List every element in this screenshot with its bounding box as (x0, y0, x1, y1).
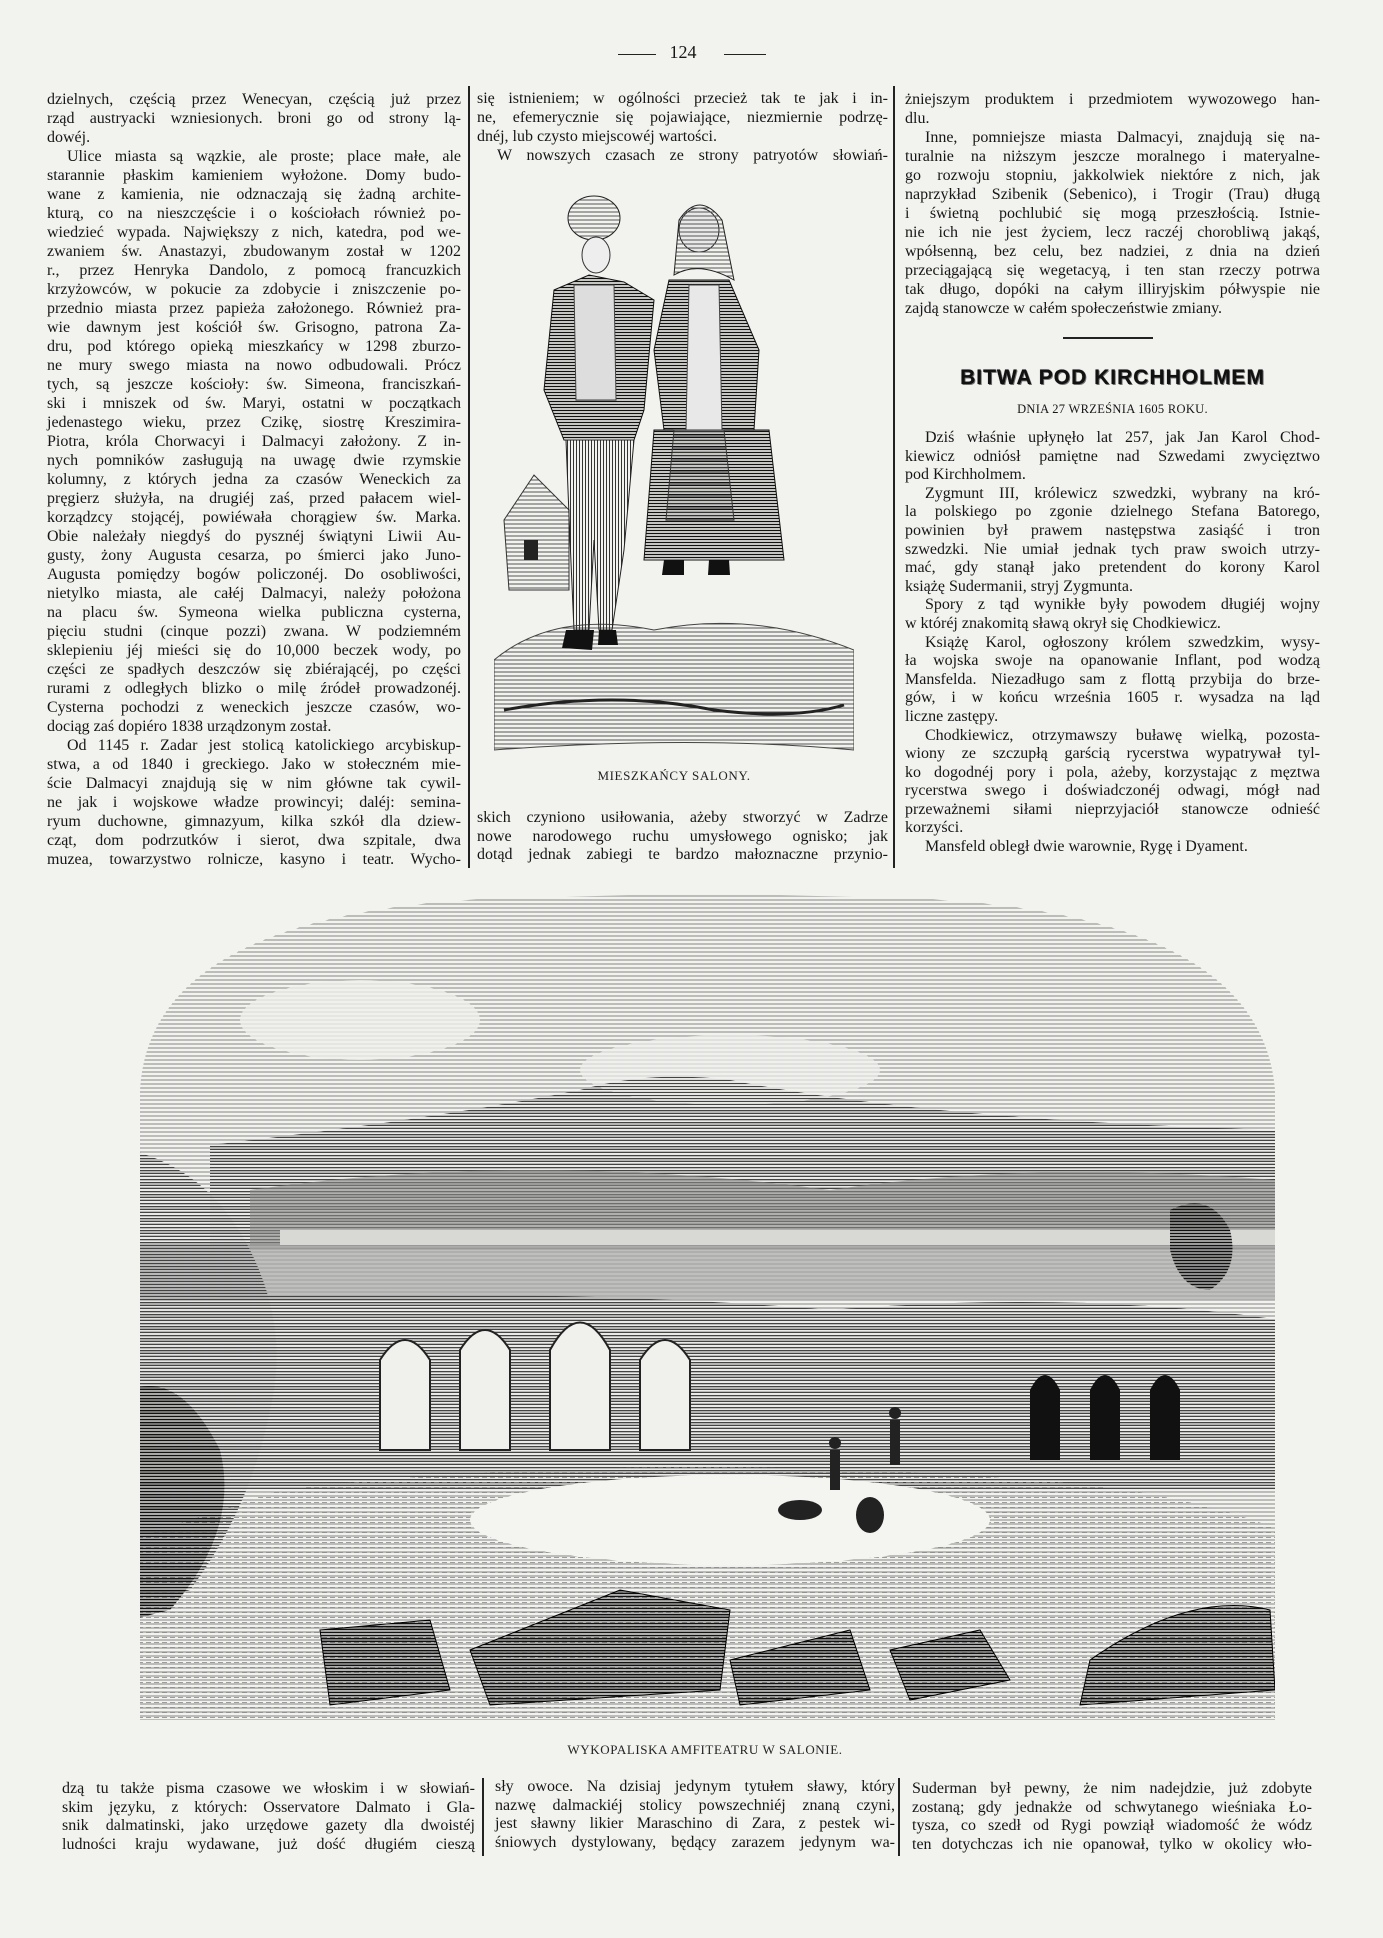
text-line: dotąd jednak zabiegi te bardzo małoznaczne przynio- (477, 846, 888, 863)
text-line: pod Kirchholmem. (905, 466, 1026, 484)
text-line: nietylko miasta, ale całéj Dalmacyi, należy położona (47, 585, 461, 602)
text-line: nazwę dalmackiéj stolicy powszechniéj znaną czyni, (495, 1796, 895, 1814)
text-line: Mansfelda. Niezadługo sam z flottą przybija do brze- (905, 670, 1320, 688)
text-line: rurami z odległych blizko o milę źródeł prowadzonéj. (47, 680, 461, 697)
text-line: tysza, co szedł od Rygi powziął wiadomość że wódz (912, 1817, 1312, 1835)
amphitheatre-engraving (130, 890, 1280, 1725)
text-line: Spory z tąd wynikłe były powodem długiéj wojny (925, 596, 1320, 614)
couple-engraving-illustration (494, 190, 854, 760)
bottom-left-column (62, 1780, 475, 1855)
text-line: wiedzieć wypada. Największy z nich, katedra, pod we- (47, 224, 461, 241)
text-line: szwedzki. Nie umiał jednak tych praw swoich utrzy- (905, 540, 1320, 558)
text-line: ne mury swego miasta na nowo odbudowali. Prócz (47, 357, 461, 374)
text-line: Inne, pomniejsze miasta Dalmacyi, znajdują się na- (925, 129, 1320, 146)
column-rule (898, 1778, 900, 1856)
text-line: śniowych dystylowany, będący zarazem jedynym wa- (495, 1834, 895, 1852)
text-line: Suderman był pewny, że nim nadejdzie, już zdobyte (912, 1780, 1312, 1797)
text-line: mać, gdy stanął jako pretendent do korony Karol (905, 559, 1320, 577)
text-line: wiony ze szczupłą garścią rycerstwa wypatrywał tyl- (905, 745, 1320, 763)
article-subtitle: DNIA 27 WRZEŚNIA 1605 ROKU. (1017, 402, 1208, 416)
text-line: ko dogodnéj pory i pola, ażeby, korzystając z męztwa (905, 763, 1320, 781)
text-line: dru, pod którego opieką mieszkańcy w 1298 zburzo- (47, 338, 461, 355)
text-line: kolumny, z których jedna za czasów Weneckich za (47, 471, 461, 488)
text-line: tych, są jeszcze kościoły: św. Simeona, franciszkań- (47, 376, 461, 393)
text-line: wpółsenną, bez celu, bez nadziei, z dnia na dzień (905, 243, 1320, 260)
text-line: Chodkiewicz, otrzymawszy buławę wielką, pozosta- (925, 726, 1320, 744)
text-line: krzyżowców, w pokucie za zdobycie i zniszczenie po- (47, 281, 461, 298)
page-number: 124 (669, 42, 697, 62)
text-line: dowéj. (47, 129, 91, 146)
text-line: liczne zastępy. (905, 707, 999, 725)
bottom-right-column (912, 1780, 1312, 1855)
text-line: korzyści. (905, 819, 964, 837)
text-line: wane z kamienia, nie odznaczają się żadną archite- (47, 186, 461, 203)
text-line: cząt, dom podrzutków i sierot, dwa szpitale, dwa (47, 832, 461, 849)
text-line: muzea, towarzystwo rolnicze, kasyno i teatr. Wycho- (47, 851, 461, 868)
text-line: przeciągającą się wegetacyą, i ten stan rzeczy potrwa (905, 262, 1320, 279)
text-line: pięciu studni (cinque pozzi) zwana. W podziemném (47, 623, 461, 640)
text-line: naprzykład Szibenik (Sebenico), i Trogir (Trau) długą (905, 186, 1320, 203)
text-line: dlu. (905, 110, 930, 127)
text-line: W nowszych czasach ze strony patryotów słowiań- (497, 147, 888, 164)
text-line: stwa, a od 1840 i greckiego. Jako w stołeczném mie- (47, 756, 461, 773)
text-line: Mansfeld obległ dwie warownie, Rygę i Dyament. (925, 838, 1248, 856)
text-line: książę Sudermanii, stryj Zygmunta. (905, 577, 1133, 595)
text-line: gusty, żony Augusta cesarza, po śmierci jako Juno- (47, 547, 461, 564)
text-line: części ze spadłych deszczów się zbiérającéj, po części (47, 661, 461, 678)
amphitheatre-engraving-caption: WYKOPALISKA AMFITEATRU W SALONIE. (567, 1742, 843, 1757)
text-line: nie ich nie jest życiem, lecz raczéj chorobliwą jakąś, (905, 224, 1320, 241)
top-middle-column (477, 89, 888, 165)
article-title: BITWA POD KIRCHHOLMEM (960, 366, 1265, 389)
text-line: gów, i w końcu września 1605 r. wysadza na ląd (905, 689, 1320, 707)
text-line: dzielnych, częścią przez Wenecyan, częścią już przez (47, 91, 461, 108)
text-line: ludności kraju wydawane, już dość długiém cieszą (62, 1836, 475, 1854)
text-line: rząd austryacki wzniesionych. broni go od strony lą- (47, 110, 461, 127)
text-line: skich czyniono usiłowania, ażeby stworzyć w Zadrze (477, 809, 888, 826)
text-line: Obie należały niegdyś do pysznéj świątyni Liwii Au- (47, 528, 461, 545)
text-line: kiewicz odniósł pamiętne nad Szwedami zwycięztwo (905, 447, 1320, 465)
text-line: zwaniem św. Anastazyi, zbudowanym został w 1202 (47, 243, 461, 260)
text-line: starannie płaskim kamieniem wyłożone. Domy budo- (47, 167, 461, 184)
text-line: jest sławny likier Maraschino di Zara, z pestek wi- (495, 1815, 895, 1833)
text-line: sklepieniu jéj mieści się do 10,000 beczek wody, po (47, 642, 461, 659)
text-line: go rozwoju stopniu, jakkolwiek niektóre z nich, jak (905, 167, 1320, 184)
text-line: tak długo, dopóki na całym illiryjskim półwyspie nie (905, 281, 1320, 298)
top-left-column (47, 90, 461, 869)
text-line: skim języku, z których: Osservatore Dalmato i Gla- (62, 1798, 475, 1816)
text-line: korządzcy stojącéj, powiéwała chorągiew św. Marka. (47, 509, 461, 526)
text-line: na placu św. Symeona wielka publiczna cysterna, (47, 604, 461, 621)
text-line: dnéj, lub czysto miejscowéj wartości. (477, 128, 717, 145)
section-divider (1063, 337, 1153, 339)
text-line: przednio miasta przez papieża założonego. Również pra- (47, 300, 461, 317)
text-line: Zygmunt III, królewicz szwedzki, wybrany na kró- (925, 484, 1320, 502)
text-line: ski i mniszek od św. Maryi, ostatni w początkach (47, 395, 461, 412)
text-line: pręgierz służyła, na drugiéj zaś, przed pałacem wiel- (47, 490, 461, 507)
article-body (905, 429, 1320, 857)
text-line: ła wojska swoje na opanowanie Inflant, pod wodzą (905, 652, 1320, 670)
text-line: Dziś właśnie upłynęło lat 257, jak Jan Karol Chod- (925, 429, 1320, 446)
text-line: powinien był prawem następstwa zasiąść i tron (905, 521, 1320, 539)
text-line: dzą tu także pisma czasowe we włoskim i w słowiań- (62, 1780, 475, 1797)
text-line: ten dotychczas ich nie opanował, tylko w okolicy wło- (912, 1836, 1312, 1854)
text-line: sły owoce. Na dzisiaj jedynym tytułem sławy, który (495, 1778, 895, 1795)
middle-column-continuation (477, 809, 888, 865)
text-line: się istnieniem; w ogólności przecież tak te jak i in- (477, 90, 888, 107)
text-line: nowe narodowego ruchu umysłowego ognisko; jak (477, 827, 888, 845)
couple-engraving (494, 190, 854, 760)
text-line: dociąg zaś dopiéro 1838 urządzonym został. (47, 718, 332, 735)
text-line: snik dalmatinski, jako urzędowe gazety dla dwoistéj (62, 1817, 475, 1835)
text-line: zajdą stanowcze w całém społeczeństwie zmiany. (905, 300, 1223, 317)
text-line: nych pomników zasługują na uwagę dwie rzymskie (47, 452, 461, 469)
text-line: kturą, co na nieszczęście i o kościołach również po- (47, 205, 461, 222)
text-line: la polskiego po zgonie dzielnego Stefana Batorego, (905, 503, 1320, 521)
column-rule (468, 86, 470, 868)
text-line: zostaną; gdy jednakże od schwytanego wieśniaka Ło- (912, 1798, 1312, 1816)
page-number-dash-right (724, 54, 766, 55)
text-line: ne jak i wojskowe władze prowincyi; daléj: semina- (47, 794, 461, 811)
text-line: turalnie na niższym jeszcze moralnego i materyalne- (905, 148, 1320, 165)
text-line: ne, efemerycznie się pojawiające, niezmiernie podrzę- (477, 109, 888, 126)
text-line: ryum duchowne, gimnazyum, kilka szkół dla dziew- (47, 813, 461, 830)
text-line: żniejszym produktem i przedmiotem wywozowego han- (905, 91, 1320, 108)
text-line: w któréj znakomitą sławą okrył się Chodkiewicz. (905, 614, 1221, 632)
text-line: przeważnemi siłami nieprzyjaciół stanowcze odnieść (905, 800, 1320, 818)
amphitheatre-engraving-illustration (130, 890, 1280, 1725)
text-line: Ulice miasta są wązkie, ale proste; place małe, ale (67, 148, 461, 165)
text-line: Piotra, króla Chorwacyi i Dalmacyi założony. Z in- (47, 433, 461, 450)
text-line: Augusta pomiędzy bogów policzonéj. Do osobliwości, (47, 566, 461, 583)
text-line: Książę Karol, ogłoszony królem szwedzkim, wysy- (925, 633, 1320, 651)
text-line: Od 1145 r. Zadar jest stolicą katolickiego arcybiskup- (67, 737, 461, 754)
text-line: ście Dalmacyi znajdują się w nim główne tak cywil- (47, 775, 461, 792)
top-right-column (905, 90, 1320, 318)
text-line: r., przez Henryka Dandolo, z pomocą francuzkich (47, 262, 461, 279)
text-line: rycerstwa swego i doświadczonéj odwagi, mógł nad (905, 782, 1320, 800)
column-rule (893, 86, 895, 868)
column-rule (482, 1778, 484, 1856)
text-line: jedenastego wieku, przez Czikę, siostrę Kreszimira- (47, 414, 461, 431)
text-line: i świetną pochlubić się mogą przeszłością. Istnie- (905, 205, 1320, 222)
text-line: wie dawnym jest kościół św. Grisogno, patrona Za- (47, 319, 461, 336)
text-line: Cysterna pochodzi z weneckich jeszcze czasów, wo- (47, 699, 461, 716)
couple-engraving-caption: MIESZKAŃCY SALONY. (597, 768, 751, 783)
bottom-middle-column (495, 1778, 895, 1853)
